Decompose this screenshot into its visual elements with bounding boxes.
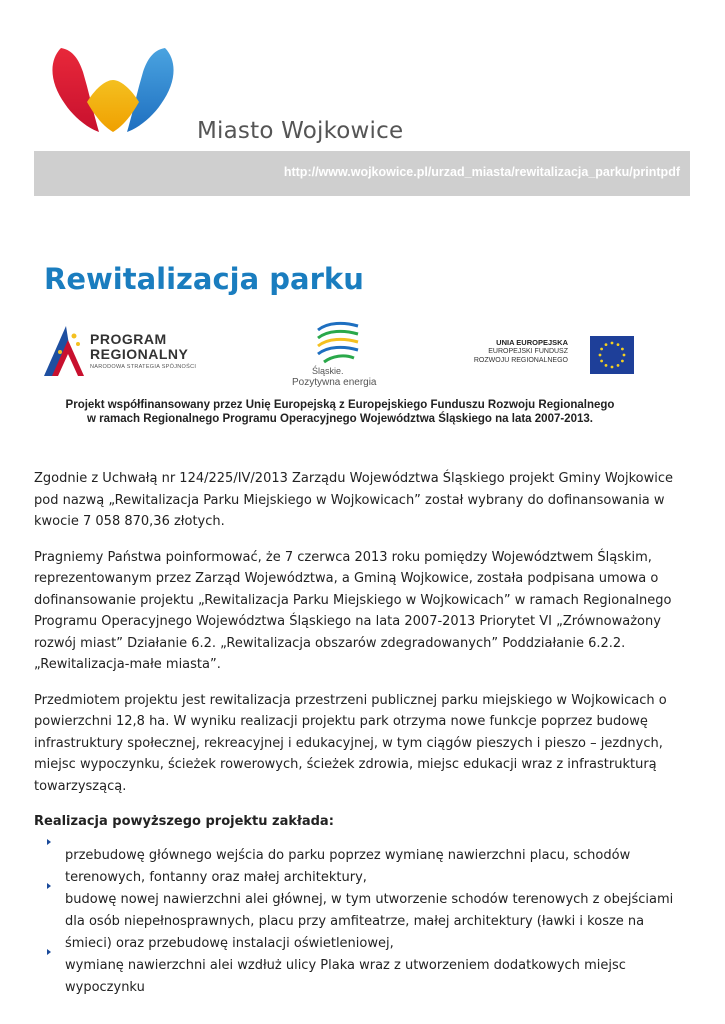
section-heading: Realizacja powyższego projektu zakłada: — [34, 814, 334, 829]
eu-fund-text — [450, 338, 568, 365]
page-title: Rewitalizacja parku — [44, 262, 364, 296]
eu-line1: UNIA EUROPEJSKA — [496, 338, 568, 347]
funding-line2: w ramach Regionalnego Programu Operacyjnego Województwa Śląskiego na lata 2007-2013. — [87, 413, 593, 425]
slaskie-text — [292, 366, 392, 388]
list-item — [34, 845, 688, 889]
program-subtitle: NARODOWA STRATEGIA SPÓJNOŚCI — [90, 364, 197, 370]
paragraph-3: Przedmiotem projektu jest rewitalizacja przestrzeni publicznej parku miejskiego w Wojkowicach o powierzchni 12,8 ha. W wyniku realizacji projektu park otrzyma nowe funkcje poprzez budowę infrastruktury społecznej, rekreacyjnej i edukacyjnej, w tym ciągów pieszych i pieszo – jezdnych, miejsc wypoczynku, ścieżek rowerowych, ścieżek zdrowia, miejsc edukacji wraz z infrastrukturą towarzyszącą. — [34, 692, 667, 794]
slaskie-logo — [314, 320, 364, 364]
bullet-icon — [47, 883, 51, 889]
slaskie-name: Śląskie. — [312, 366, 344, 376]
list-item-text: budowę nowej nawierzchni alei głównej, w tym utworzenie schodów terenowych z obejściami dla osób niepełnosprawnych, placu przy amfiteatrze, małej architektury (ławki i kosze na śmieci) oraz przebudowę instalacji oświetleniowej, — [65, 891, 674, 951]
program-line1: PROGRAM — [90, 331, 167, 347]
eu-line3: ROZWOJU REGIONALNEGO — [473, 357, 568, 364]
wojkowice-logo — [47, 42, 179, 136]
paragraph-1: Zgodnie z Uchwałą nr 124/225/IV/2013 Zarządu Województwa Śląskiego projekt Gminy Wojkowice pod nazwą „Rewitalizacja Parku Miejskiego w Wojkowicach” został wybrany do dofinansowania w kwocie 7 058 870,36 złotych. — [34, 471, 673, 529]
slaskie-slogan: Pozytywna energia — [292, 377, 377, 388]
list-item — [34, 955, 688, 999]
page-url-link[interactable]: http://www.wojkowice.pl/urzad_miasta/rewitalizacja_parku/printpdf — [283, 165, 680, 179]
url-bar — [34, 151, 690, 196]
program-regionalny-logo — [44, 326, 84, 376]
bullet-icon — [47, 839, 51, 845]
list-item — [34, 889, 688, 955]
funding-line1: Projekt współfinansowany przez Unię Europejską z Europejskiego Funduszu Rozwoju Regionalnego — [65, 399, 615, 411]
eu-line2: EUROPEJSKI FUNDUSZ — [488, 348, 568, 355]
program-regionalny-text — [90, 332, 196, 370]
site-title: Miasto Wojkowice — [197, 118, 404, 144]
list-item-text: wymianę nawierzchni alei wzdłuż ulicy Plaka wraz z utworzeniem dodatkowych miejsc wypoczynku — [65, 957, 626, 995]
article-body — [34, 468, 688, 999]
paragraph-2: Pragniemy Państwa poinformować, że 7 czerwca 2013 roku pomiędzy Województwem Śląskim, reprezentowanym przez Zarząd Województwa, a Gminą Wojkowice, została podpisana umowa o dofinansowanie projektu „Rewitalizacja Parku Miejskiego w Wojkowicach” w ramach Regionalnego Programu Operacyjnego Województwa Śląskiego na lata 2007-2013 Priorytet VI „Zrównoważony rozwój miast” Działanie 6.2. „Rewitalizacja obszarów zdegradowanych” Poddziałanie 6.2.2. „Rewitalizacja-małe miasta”. — [34, 549, 672, 672]
program-line2: REGIONALNY — [90, 346, 189, 362]
funding-statement — [40, 398, 640, 426]
project-items-list — [34, 845, 688, 999]
list-item-text: przebudowę głównego wejścia do parku poprzez wymianę nawierzchni placu, schodów terenowych, fontanny oraz małej architektury, — [65, 847, 631, 885]
bullet-icon — [47, 949, 51, 955]
eu-flag-icon — [590, 336, 634, 374]
